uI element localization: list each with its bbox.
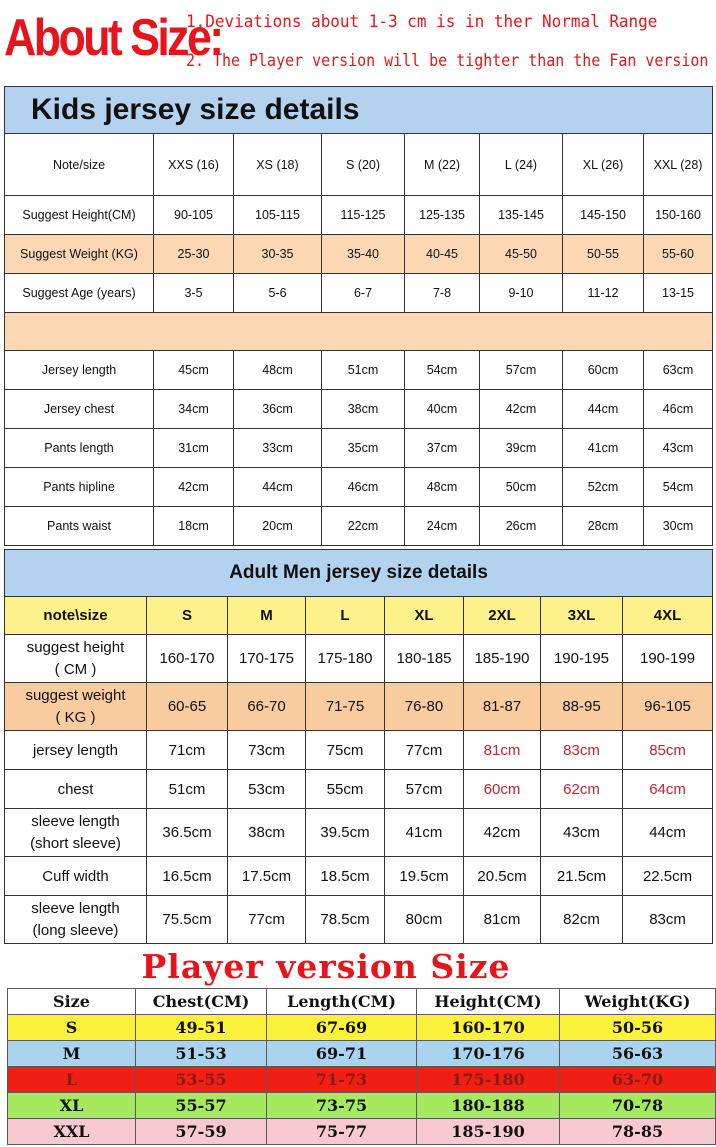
cell: 80cm — [385, 896, 464, 944]
row-label: Jersey length — [5, 351, 154, 390]
cell: 38cm — [228, 809, 306, 857]
cell: 19.5cm — [385, 857, 464, 896]
kids-size-table — [4, 86, 713, 546]
cell: 25-30 — [154, 235, 234, 274]
cell: 30-35 — [234, 235, 322, 274]
cell: 57cm — [385, 770, 464, 809]
cell: 5-6 — [234, 274, 322, 313]
cell: 81-87 — [464, 683, 541, 731]
player-header: Chest(CM) — [136, 989, 267, 1015]
row-label: Jersey chest — [5, 390, 154, 429]
kids-size-header: XS (18) — [234, 134, 322, 196]
kids-size-header: XXL (28) — [644, 134, 713, 196]
cell: 150-160 — [644, 196, 713, 235]
cell: 42cm — [154, 468, 234, 507]
cell: 175-180 — [417, 1067, 560, 1093]
kids-row-age — [5, 274, 713, 313]
adult-size-header: S — [147, 597, 228, 635]
cell: 96-105 — [623, 683, 713, 731]
note-player-version: 2. The Player version will be tighter than the Fan version — [186, 51, 709, 71]
cell: 36.5cm — [147, 809, 228, 857]
cell: 77cm — [385, 731, 464, 770]
cell: 63-70 — [560, 1067, 716, 1093]
row-label-line2: ( KG ) — [55, 708, 96, 726]
cell: 39cm — [480, 429, 563, 468]
cell: 90-105 — [154, 196, 234, 235]
cell: 60cm — [464, 770, 541, 809]
cell: 35-40 — [322, 235, 405, 274]
row-label — [5, 635, 147, 683]
kids-header-label: Note/size — [5, 134, 154, 196]
cell: 33cm — [234, 429, 322, 468]
cell: 30cm — [644, 507, 713, 546]
cell: 53cm — [228, 770, 306, 809]
cell: 175-180 — [306, 635, 385, 683]
cell: 88-95 — [541, 683, 623, 731]
cell: L — [8, 1067, 136, 1093]
row-label: chest — [5, 770, 147, 809]
kids-row-jersey-length — [5, 351, 713, 390]
kids-row-pants-waist — [5, 507, 713, 546]
adult-size-table — [4, 549, 713, 944]
cell: 75cm — [306, 731, 385, 770]
cell: 81cm — [464, 731, 541, 770]
cell: 17.5cm — [228, 857, 306, 896]
adult-row-cuff-width — [5, 857, 713, 896]
player-header: Length(CM) — [267, 989, 417, 1015]
cell: XL — [8, 1093, 136, 1119]
row-label-line1: sleeve length — [31, 812, 120, 830]
adult-row-weight — [5, 683, 713, 731]
cell: 49-51 — [136, 1015, 267, 1041]
cell: 9-10 — [480, 274, 563, 313]
cell: 170-175 — [228, 635, 306, 683]
cell: 60cm — [563, 351, 644, 390]
cell: 45-50 — [480, 235, 563, 274]
cell: 11-12 — [563, 274, 644, 313]
cell: 55cm — [306, 770, 385, 809]
kids-row-pants-length — [5, 429, 713, 468]
cell: 48cm — [234, 351, 322, 390]
cell: 82cm — [541, 896, 623, 944]
row-label: Cuff width — [5, 857, 147, 896]
adult-row-long-sleeve — [5, 896, 713, 944]
cell: 22cm — [322, 507, 405, 546]
player-header-row — [8, 989, 716, 1015]
player-row-xl — [8, 1093, 716, 1119]
player-row-s — [8, 1015, 716, 1041]
player-size-table — [7, 988, 716, 1145]
adult-table-title: Adult Men jersey size details — [5, 550, 713, 597]
cell: 170-176 — [417, 1041, 560, 1067]
cell: 50-55 — [563, 235, 644, 274]
cell: 73-75 — [267, 1093, 417, 1119]
kids-size-header: S (20) — [322, 134, 405, 196]
cell: 50-56 — [560, 1015, 716, 1041]
cell: 71-75 — [306, 683, 385, 731]
adult-row-short-sleeve — [5, 809, 713, 857]
cell: 54cm — [644, 468, 713, 507]
row-label — [5, 809, 147, 857]
cell: 51cm — [147, 770, 228, 809]
cell: 20cm — [234, 507, 322, 546]
cell: 42cm — [464, 809, 541, 857]
cell: 3-5 — [154, 274, 234, 313]
cell: 51cm — [322, 351, 405, 390]
cell: 43cm — [541, 809, 623, 857]
kids-size-header: L (24) — [480, 134, 563, 196]
row-label: Suggest Height(CM) — [5, 196, 154, 235]
adult-row-chest — [5, 770, 713, 809]
cell: 77cm — [228, 896, 306, 944]
adult-size-header: M — [228, 597, 306, 635]
cell: 63cm — [644, 351, 713, 390]
cell: 66-70 — [228, 683, 306, 731]
cell: 41cm — [385, 809, 464, 857]
cell: XXL — [8, 1119, 136, 1145]
cell: 31cm — [154, 429, 234, 468]
cell: 78.5cm — [306, 896, 385, 944]
cell: 16.5cm — [147, 857, 228, 896]
cell: 28cm — [563, 507, 644, 546]
cell: 53-55 — [136, 1067, 267, 1093]
adult-size-header: L — [306, 597, 385, 635]
cell: 69-71 — [267, 1041, 417, 1067]
row-label — [5, 896, 147, 944]
row-label: Suggest Weight (KG) — [5, 235, 154, 274]
cell: 43cm — [644, 429, 713, 468]
cell: 81cm — [464, 896, 541, 944]
row-label-line2: ( CM ) — [54, 660, 97, 678]
kids-size-header: XL (26) — [563, 134, 644, 196]
cell: 50cm — [480, 468, 563, 507]
cell: 105-115 — [234, 196, 322, 235]
cell: 190-195 — [541, 635, 623, 683]
cell: 70-78 — [560, 1093, 716, 1119]
kids-size-header: XXS (16) — [154, 134, 234, 196]
player-header: Height(CM) — [417, 989, 560, 1015]
cell: 7-8 — [405, 274, 480, 313]
kids-row-height — [5, 196, 713, 235]
player-row-m — [8, 1041, 716, 1067]
cell: 115-125 — [322, 196, 405, 235]
cell: 190-199 — [623, 635, 713, 683]
cell: 57-59 — [136, 1119, 267, 1145]
kids-spacer-row — [5, 313, 713, 351]
cell: 52cm — [563, 468, 644, 507]
about-size-title: About Size: — [4, 9, 222, 67]
cell: 40-45 — [405, 235, 480, 274]
cell: 76-80 — [385, 683, 464, 731]
cell: 57cm — [480, 351, 563, 390]
cell: 26cm — [480, 507, 563, 546]
cell: 71cm — [147, 731, 228, 770]
cell: 40cm — [405, 390, 480, 429]
cell: 60-65 — [147, 683, 228, 731]
cell: 55-60 — [644, 235, 713, 274]
cell: 42cm — [480, 390, 563, 429]
cell: 44cm — [623, 809, 713, 857]
cell: 36cm — [234, 390, 322, 429]
spacer-cell — [5, 313, 713, 351]
cell: 39.5cm — [306, 809, 385, 857]
cell: 180-188 — [417, 1093, 560, 1119]
row-label: Pants hipline — [5, 468, 154, 507]
cell: 62cm — [541, 770, 623, 809]
cell: 83cm — [541, 731, 623, 770]
cell: 18cm — [154, 507, 234, 546]
kids-row-pants-hipline — [5, 468, 713, 507]
cell: 78-85 — [560, 1119, 716, 1145]
cell: 20.5cm — [464, 857, 541, 896]
cell: 34cm — [154, 390, 234, 429]
player-row-xxl — [8, 1119, 716, 1145]
cell: 160-170 — [147, 635, 228, 683]
cell: 55-57 — [136, 1093, 267, 1119]
kids-table-title: Kids jersey size details — [5, 87, 713, 134]
row-label-line2: (short sleeve) — [30, 834, 121, 852]
cell: 185-190 — [417, 1119, 560, 1145]
player-version-title: Player version Size — [141, 947, 511, 986]
cell: 75.5cm — [147, 896, 228, 944]
cell: 38cm — [322, 390, 405, 429]
cell: 22.5cm — [623, 857, 713, 896]
cell: 21.5cm — [541, 857, 623, 896]
adult-size-header: 3XL — [541, 597, 623, 635]
cell: 35cm — [322, 429, 405, 468]
cell: 85cm — [623, 731, 713, 770]
cell: 185-190 — [464, 635, 541, 683]
row-label-line1: suggest weight — [25, 686, 126, 704]
cell: 67-69 — [267, 1015, 417, 1041]
cell: 64cm — [623, 770, 713, 809]
cell: 48cm — [405, 468, 480, 507]
cell: 56-63 — [560, 1041, 716, 1067]
cell: 75-77 — [267, 1119, 417, 1145]
cell: 18.5cm — [306, 857, 385, 896]
kids-row-jersey-chest — [5, 390, 713, 429]
cell: 46cm — [322, 468, 405, 507]
cell: 160-170 — [417, 1015, 560, 1041]
cell: 180-185 — [385, 635, 464, 683]
player-row-l — [8, 1067, 716, 1093]
cell: 24cm — [405, 507, 480, 546]
row-label — [5, 683, 147, 731]
row-label-line1: suggest height — [26, 638, 125, 656]
adult-size-header: XL — [385, 597, 464, 635]
cell: 46cm — [644, 390, 713, 429]
player-header: Size — [8, 989, 136, 1015]
cell: 71-73 — [267, 1067, 417, 1093]
row-label-line1: sleeve length — [31, 899, 120, 917]
adult-row-jersey-length — [5, 731, 713, 770]
player-header: Weight(KG) — [560, 989, 716, 1015]
note-deviation: 1.Deviations about 1-3 cm is in ther Normal Range — [186, 12, 658, 32]
row-label: jersey length — [5, 731, 147, 770]
cell: 41cm — [563, 429, 644, 468]
cell: M — [8, 1041, 136, 1067]
row-label-line2: (long sleeve) — [32, 921, 119, 939]
cell: 13-15 — [644, 274, 713, 313]
adult-header-label: note\size — [5, 597, 147, 635]
adult-row-height — [5, 635, 713, 683]
row-label: Suggest Age (years) — [5, 274, 154, 313]
cell: 6-7 — [322, 274, 405, 313]
adult-size-header: 4XL — [623, 597, 713, 635]
cell: 83cm — [623, 896, 713, 944]
adult-size-header: 2XL — [464, 597, 541, 635]
cell: 51-53 — [136, 1041, 267, 1067]
row-label: Pants length — [5, 429, 154, 468]
cell: 54cm — [405, 351, 480, 390]
kids-row-weight — [5, 235, 713, 274]
row-label: Pants waist — [5, 507, 154, 546]
cell: 125-135 — [405, 196, 480, 235]
cell: 145-150 — [563, 196, 644, 235]
cell: S — [8, 1015, 136, 1041]
cell: 135-145 — [480, 196, 563, 235]
cell: 44cm — [234, 468, 322, 507]
cell: 44cm — [563, 390, 644, 429]
cell: 73cm — [228, 731, 306, 770]
kids-size-header: M (22) — [405, 134, 480, 196]
cell: 37cm — [405, 429, 480, 468]
cell: 45cm — [154, 351, 234, 390]
